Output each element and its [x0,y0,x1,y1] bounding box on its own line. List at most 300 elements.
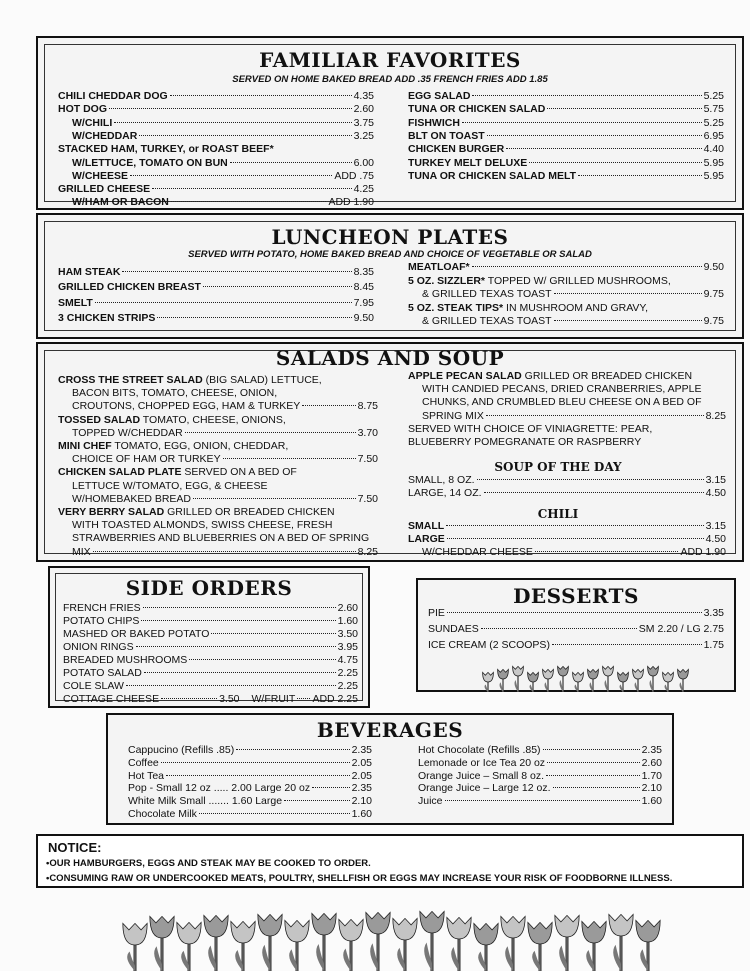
item-name: GRILLED CHEESE [58,183,151,196]
familiar-subtitle: SERVED ON HOME BAKED BREAD ADD .35 FRENCH FRIES ADD 1.85 [232,74,548,85]
menu-row [63,615,358,628]
item-name: TURKEY MELT DELUXE [408,156,528,169]
item-text [58,519,332,532]
item-name: SMALL [408,520,445,532]
menu-row [58,170,374,183]
menu-row [58,466,378,479]
item-text [408,315,552,328]
item-description: (BIG SALAD) LETTUCE, [202,374,322,386]
menu-row [128,782,372,795]
item-description: TOPPED W/CHEDDAR [72,426,183,439]
item-text [408,383,701,396]
item-description: TOPPED W/ GRILLED MUSHROOMS, [485,274,671,287]
item-name: CROSS THE STREET SALAD [58,374,203,386]
item-name: ICE CREAM (2 SCOOPS) [428,639,550,651]
dot-leader [284,800,350,801]
dot-leader [157,317,351,318]
menu-row [58,480,378,493]
menu-row [58,297,374,310]
item-name: VERY BERRY SALAD [58,506,165,518]
tulip-icon [258,914,282,971]
dot-leader [193,498,356,499]
item-price: 6.00 [353,156,374,169]
cottage-fruit: W/FRUIT [251,693,296,705]
item-name: MEATLOAF* [408,261,470,273]
menu-row [128,770,372,783]
item-name: Hot Tea [128,769,164,782]
dot-leader [136,646,336,647]
menu-row [58,196,374,209]
menu-row [408,474,726,487]
dessert-tulips-illustration [418,580,738,694]
dot-leader [93,551,356,552]
item-name: CHICKEN SALAD PLATE [58,466,182,479]
dot-leader [143,607,336,608]
tulip-icon [558,666,569,692]
item-description: SERVED WITH CHOICE OF VINIAGRETTE: PEAR, [408,422,653,435]
dot-leader [447,538,704,539]
item-description: TOMATO, EGG, ONION, CHEDDAR, [111,440,289,452]
item-text [58,493,191,506]
tulip-icon [501,916,525,971]
item-name: GRILLED CHICKEN BREAST [58,281,201,294]
item-price: 1.70 [641,769,662,782]
item-price: 5.75 [703,103,724,116]
dot-leader [445,800,640,801]
notice-line-2: •CONSUMING RAW OR UNDERCOOKED MEATS, POULTRY, SHELLFISH OR EGGS MAY INCREASE YOUR RISK OF FOODBORNE ILLNESS. [46,873,673,884]
dot-leader [481,628,637,629]
item-description: CHUNKS, AND CRUMBLED BLEU CHEESE ON A BED OF [422,396,702,409]
item-name: EGG SALAD [408,90,471,102]
item-description: BACON BITS, TOMATO, CHEESE, ONION, [72,387,278,400]
menu-row [58,414,378,427]
dot-leader [312,787,349,788]
cottage-fruit-price: ADD 2.25 [312,693,358,705]
menu-row [418,770,662,783]
item-name: 5 OZ. SIZZLER* [408,274,486,287]
dot-leader [199,813,350,814]
tulip-icon [603,666,614,692]
dot-leader [189,659,335,660]
dot-leader [506,148,701,149]
tulip-icon [648,666,659,692]
dot-leader [122,271,351,272]
item-description: & GRILLED TEXAS TOAST [422,288,552,300]
dot-leader [446,525,703,526]
menu-row [58,400,378,413]
tulip-icon [573,672,584,692]
menu-row [408,302,724,315]
menu-row [408,117,724,130]
dot-leader [126,685,336,686]
item-name: W/CHEDDAR [72,129,138,142]
menu-row [408,487,726,500]
tulip-icon [285,920,309,971]
dot-leader [95,302,352,303]
notice-line-1: •OUR HAMBURGERS, EGGS AND STEAK MAY BE COOKED TO ORDER. [46,858,371,869]
item-price: 4.75 [337,654,358,666]
item-price: 9.75 [703,288,724,300]
item-name: MASHED OR BAKED POTATO [63,628,210,640]
dot-leader [144,672,336,673]
item-price: 3.15 [705,520,726,532]
dot-leader [230,162,352,163]
menu-row [58,532,378,545]
dot-leader [554,320,702,321]
item-price: 8.35 [353,266,374,278]
menu-row [408,410,726,423]
menu-row [58,519,378,532]
item-text [408,396,701,409]
item-name: STACKED HAM, TURKEY, or ROAST BEEF* [58,143,274,156]
item-name: 5 OZ. STEAK TIPS* [408,301,504,314]
item-text [408,288,552,301]
tulip-icon [528,672,539,692]
menu-row [58,546,378,559]
item-description: IN MUSHROOM AND GRAVY, [503,301,648,314]
item-name: Orange Juice – Large 12 oz. [418,782,551,795]
menu-row [408,546,726,559]
item-name: W/CHEESE [72,169,129,182]
menu-row [58,266,374,279]
item-name: Juice [418,795,443,808]
menu-row [63,602,358,615]
luncheon-plates-section [36,213,744,339]
dot-leader [486,415,704,416]
item-name: POTATO CHIPS [63,615,140,627]
tulip-icon [339,919,363,971]
item-price: 1.60 [337,615,358,627]
item-price: ADD 1.90 [328,196,374,209]
item-name: Coffee [128,756,159,769]
item-name: HOT DOG [58,103,107,116]
item-name: COLE SLAW [63,680,124,692]
menu-row [408,157,724,170]
item-description: CHOICE OF HAM OR TURKEY [72,453,221,466]
menu-row [408,261,724,274]
item-description: CROUTONS, CHOPPED EGG, HAM & TURKEY [72,400,301,413]
item-text [408,261,470,274]
item-price: 1.75 [703,639,724,651]
dot-leader [211,633,335,634]
tulip-icon [678,669,689,692]
beverages-section [106,713,674,825]
item-price: 8.45 [353,281,374,294]
item-price: 1.60 [641,795,662,808]
menu-row [63,654,358,667]
item-price: ADD 1.90 [680,546,726,559]
cottage-price: 3.50 [219,693,240,705]
item-name: TUNA OR CHICKEN SALAD [408,103,546,116]
item-price: 2.25 [337,680,358,692]
item-description: GRILLED OR BREADED CHICKEN [521,370,693,382]
dot-leader [484,492,704,493]
salads-soup-section [36,342,744,562]
dot-leader [462,122,702,123]
item-price: 2.60 [337,602,358,614]
item-price: 5.25 [703,90,724,102]
item-name: Chocolate Milk [128,808,197,820]
item-name: TUNA OR CHICKEN SALAD MELT [408,169,576,182]
item-price: 3.15 [705,474,726,486]
dot-leader [553,787,640,788]
menu-row [58,453,378,466]
menu-row [58,143,374,156]
item-text [408,436,641,449]
menu-row [428,607,724,620]
menu-row [408,288,724,301]
menu-row [418,757,662,770]
menu-row [63,641,358,654]
dot-leader [487,135,702,136]
dot-leader [547,108,701,109]
menu-row [128,808,372,821]
familiar-title: FAMILIAR FAVORITES [259,48,521,72]
dot-leader [546,775,640,776]
dot-leader [543,749,640,750]
item-price: 9.50 [353,312,374,325]
menu-row [128,795,372,808]
menu-row [63,628,358,641]
menu-row [58,130,374,143]
item-name: SMELT [58,296,93,309]
menu-row [58,183,374,196]
item-price: 2.05 [351,756,372,769]
item-price: 4.40 [703,143,724,156]
item-price: 5.95 [703,156,724,169]
dot-leader [109,108,352,109]
menu-row [408,533,726,546]
item-price: 3.75 [353,116,374,129]
item-text [408,423,652,436]
tulip-icon [474,923,498,971]
luncheon-title: LUNCHEON PLATES [271,225,509,249]
item-price: 2.25 [337,667,358,679]
item-price: 9.75 [703,315,724,327]
menu-row [128,744,372,757]
item-price: 2.60 [353,103,374,116]
tulip-icon [663,672,674,692]
menu-row [408,170,724,183]
dot-leader [477,479,704,480]
item-name: LARGE, 14 OZ. [408,487,482,500]
menu-row [408,370,726,383]
item-name: Hot Chocolate (Refills .85) [418,744,541,756]
tulip-icon [366,912,390,971]
dot-leader [152,188,351,189]
tulip-icon [420,911,444,971]
item-name: W/HAM OR BACON [72,196,169,209]
item-text [58,453,221,466]
menu-row [58,157,374,170]
luncheon-subtitle: SERVED WITH POTATO, HOME BAKED BREAD AND CHOICE OF VEGETABLE OR SALAD [188,249,592,260]
item-text [58,387,277,400]
chili-title: CHILI [537,507,579,521]
item-price: 3.50 [337,628,358,640]
menu-row [428,623,724,636]
tulip-icon [543,669,554,692]
item-text [58,440,288,453]
item-name: FRENCH FRIES [63,602,141,614]
tulip-border-illustration [0,891,750,971]
menu-row [58,427,378,440]
item-price: 5.25 [703,116,724,129]
dot-leader [447,612,702,613]
menu-row [408,383,726,396]
desserts-title: DESSERTS [513,584,639,608]
item-text [408,410,484,423]
item-name: Orange Juice – Small 8 oz. [418,769,545,782]
item-name: 3 CHICKEN STRIPS [58,312,156,325]
item-price: 2.60 [641,756,662,769]
item-text [58,414,286,427]
menu-row [408,315,724,328]
item-price: 4.35 [353,90,374,102]
menu-row [418,795,662,808]
menu-row [58,117,374,130]
dot-leader [141,620,335,621]
menu-row [408,423,726,436]
item-name: HAM STEAK [58,266,121,278]
notice-heading: NOTICE: [48,840,102,855]
item-price: 1.60 [351,808,372,820]
tulip-icon [177,922,201,971]
item-price: 2.35 [351,782,372,795]
menu-row [428,639,724,652]
menu-row [418,782,662,795]
item-name: Cappucino (Refills .85) [128,744,235,756]
dot-leader [302,405,355,406]
tulip-icon [588,669,599,692]
item-description: SPRING MIX [422,409,484,422]
menu-row [58,506,378,519]
menu-row [408,396,726,409]
menu-row [408,103,724,116]
item-price: 7.50 [357,492,378,505]
menu-row [63,667,358,680]
item-text [58,546,91,559]
menu-row [408,520,726,533]
menu-row [58,281,374,294]
item-price: 8.25 [705,409,726,422]
item-price: 8.25 [357,545,378,558]
item-description: & GRILLED TEXAS TOAST [422,315,552,327]
menu-row [58,312,374,325]
item-description: LETTUCE W/TOMATO, EGG, & CHEESE [72,479,268,492]
item-price: 7.95 [353,296,374,309]
dot-leader [139,135,351,136]
dot-leader [535,551,679,552]
item-name: Lemonade or Ice Tea 20 oz [418,756,546,769]
item-price: 2.35 [641,744,662,756]
item-name: White Milk Small ....... 1.60 Large [128,795,283,808]
item-name: Pop - Small 12 oz ..... 2.00 Large 20 oz [128,782,311,795]
tulip-icon [582,921,606,971]
item-price: 2.05 [351,769,372,782]
menu-row [58,374,378,387]
dot-leader [170,95,352,96]
dot-leader [223,458,356,459]
tulip-icon [204,915,228,971]
item-name: BLT ON TOAST [408,129,485,142]
dot-leader [529,162,701,163]
item-text [408,370,692,383]
dot-leader [166,775,350,776]
cottage-cheese-row [63,693,358,706]
item-name: APPLE PECAN SALAD [408,370,522,382]
menu-row [408,275,724,288]
item-text [58,466,297,479]
tulip-icon [231,921,255,971]
side-orders-section [48,566,370,708]
desserts-section [416,578,736,692]
dot-leader [161,762,350,763]
item-text [58,427,183,440]
item-price: 5.95 [703,169,724,182]
item-text [408,275,671,288]
item-name: BREADED MUSHROOMS [63,654,188,666]
item-price: 8.75 [357,400,378,413]
item-description: STRAWBERRIES AND BLUEBERRIES ON A BED OF SPRING [72,532,370,545]
tulip-icon [513,666,524,692]
soup-title: SOUP OF THE DAY [494,460,622,474]
dot-leader [297,698,310,699]
tulip-icon [618,672,629,692]
item-price: 4.50 [705,533,726,546]
dot-leader [547,762,640,763]
item-text [58,374,322,387]
item-price: 3.35 [703,607,724,619]
item-name: CHICKEN BURGER [408,143,505,156]
tulip-icon [393,918,417,971]
item-price: 3.25 [353,129,374,142]
menu-row [58,440,378,453]
item-price: SM 2.20 / LG 2.75 [638,623,724,635]
tulip-icon [150,916,174,971]
item-name: POTATO SALAD [63,667,142,679]
menu-row [408,90,724,103]
dot-leader [203,286,352,287]
item-name: W/CHILI [72,116,113,129]
tulip-icon [498,669,509,692]
dot-leader [114,122,351,123]
tulip-icon [447,917,471,971]
item-text [408,302,648,315]
item-price: 2.10 [641,782,662,795]
tulip-icon [609,914,633,971]
salads-title: SALADS AND SOUP [275,346,505,370]
item-price: 3.95 [337,641,358,653]
dot-leader [130,175,332,176]
item-text [58,506,335,519]
tulip-icon [636,920,660,971]
item-price: ADD .75 [334,169,374,182]
tulip-icon [123,923,147,971]
dot-leader [578,175,702,176]
menu-row [128,757,372,770]
item-price: 4.25 [353,183,374,196]
menu-row [408,130,724,143]
item-description: SERVED ON A BED OF [181,466,297,479]
dot-leader [552,644,702,645]
item-price: 9.50 [703,261,724,273]
menu-row [58,493,378,506]
sides-title: SIDE ORDERS [125,576,293,600]
menu-row [63,680,358,693]
item-price: 3.70 [357,426,378,439]
dot-leader [161,698,217,699]
dot-leader [472,266,702,267]
